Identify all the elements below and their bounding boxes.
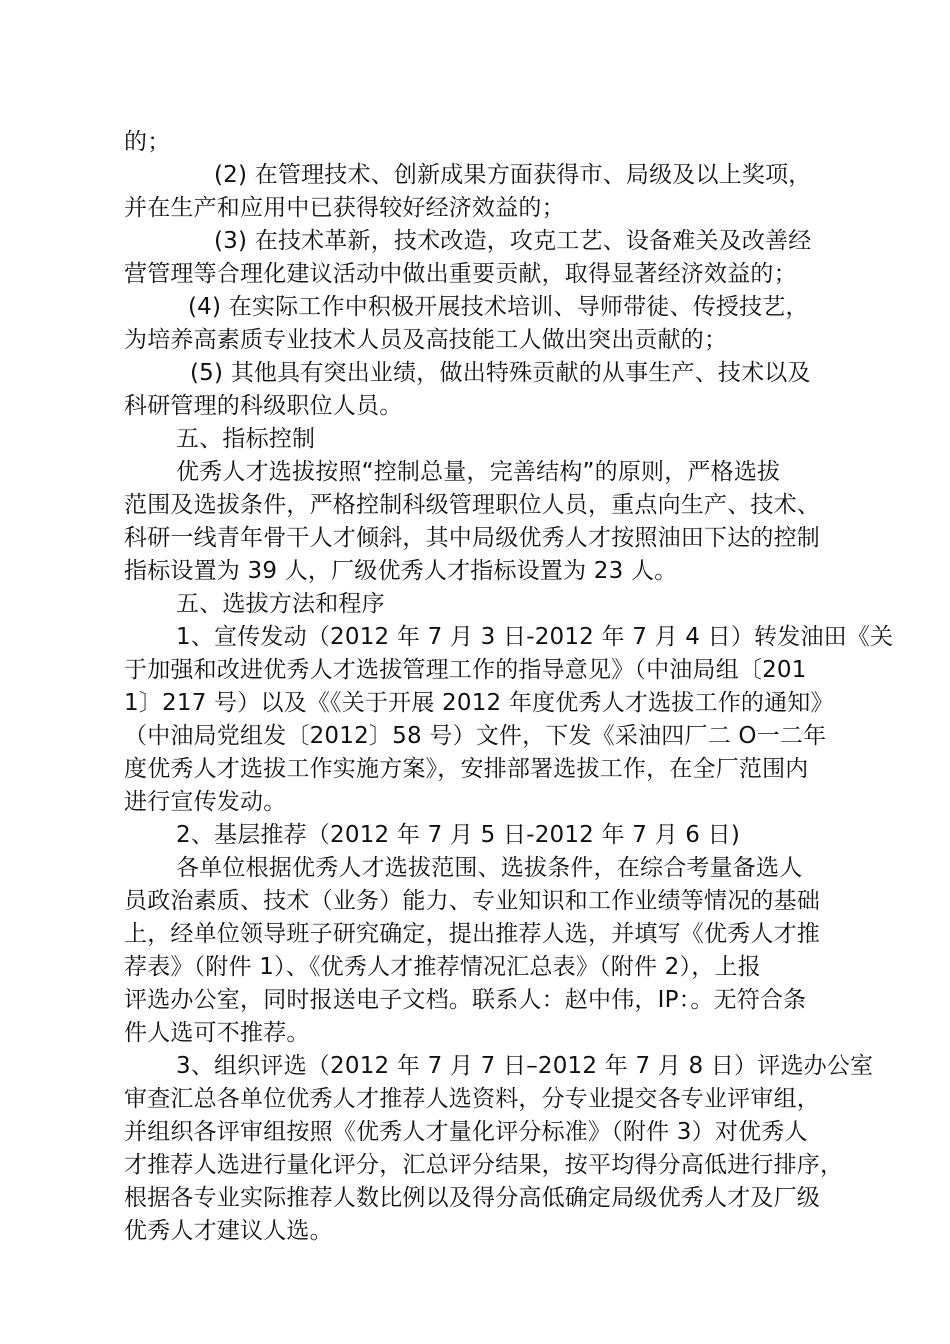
text-line: 度优秀人才选拔工作实施方案》，安排部署选拔工作，在全厂范围内 (124, 756, 809, 782)
text-line: 荐表》（附件 1）、《优秀人才推荐情况汇总表》（附件 2），上报 (124, 954, 761, 980)
text-line: (4) 在实际工作中积极开展技术培训、导师带徒、传授技艺， (188, 294, 809, 320)
text-line: 1、宣传发动（2012 年 7 月 3 日-2012 年 7 月 4 日）转发油田《关 (176, 624, 894, 650)
text-line: (3) 在技术革新，技术改造，攻克工艺、设备难关及改善经 (214, 228, 812, 254)
text-line: 科研一线青年骨干人才倾斜，其中局级优秀人才按照油田下达的控制 (124, 525, 820, 551)
text-line: 优秀人才选拔按照“控制总量，完善结构”的原则，严格选拔 (176, 459, 781, 485)
text-line: 的； (124, 129, 171, 155)
section-heading: 五、选拔方法和程序 (176, 591, 385, 617)
text-line: 上，经单位领导班子研究确定，提出推荐人选，并填写《优秀人才推 (124, 921, 820, 947)
text-line: 并组织各评审组按照《优秀人才量化评分标准》（附件 3）对优秀人 (124, 1119, 808, 1145)
text-line: 件人选可不推荐。 (124, 1020, 310, 1046)
text-line: 员政治素质、技术（业务）能力、专业知识和工作业绩等情况的基础 (124, 888, 820, 914)
text-line: 为培养高素质专业技术人员及高技能工人做出突出贡献的； (124, 327, 728, 353)
text-line: 根据各专业实际推荐人数比例以及得分高低确定局级优秀人才及厂级 (124, 1185, 820, 1211)
text-line: 各单位根据优秀人才选拔范围、选拔条件，在综合考量备选人 (176, 855, 803, 881)
section-heading: 五、指标控制 (176, 426, 316, 452)
text-line: 3、组织评选（2012 年 7 月 7 日–2012 年 7 月 8 日）评选办公室 (176, 1053, 874, 1079)
text-line: 指标设置为 39 人，厂级优秀人才指标设置为 23 人。 (124, 558, 678, 584)
text-line: （中油局党组发〔2012〕58 号）文件，下发《采油四厂二 O一二年 (124, 723, 827, 749)
text-line: 优秀人才建议人选。 (124, 1218, 333, 1244)
text-line: (5) 其他具有突出业绩，做出特殊贡献的从事生产、技术以及 (190, 360, 811, 386)
text-line: 评选办公室，同时报送电子文档。联系人：赵中伟，IP：。无符合条 (124, 987, 807, 1013)
text-line: 才推荐人选进行量化评分，汇总评分结果，按平均得分高低进行排序， (124, 1152, 844, 1178)
text-line: 范围及选拔条件，严格控制科级管理职位人员，重点向生产、技术、 (124, 492, 820, 518)
text-line: 于加强和改进优秀人才选拔管理工作的指导意见》（中油局组〔201 (124, 657, 807, 683)
text-line: 审查汇总各单位优秀人才推荐人选资料，分专业提交各专业评审组， (124, 1086, 820, 1112)
text-line: 科研管理的科级职位人员。 (124, 393, 403, 419)
text-line: 营管理等合理化建议活动中做出重要贡献，取得显著经济效益的； (124, 261, 797, 287)
text-line: 并在生产和应用中已获得较好经济效益的； (124, 195, 565, 221)
text-line: 1〕217 号）以及《《关于开展 2012 年度优秀人才选拔工作的通知》 (124, 690, 834, 716)
text-line: 2、基层推荐（2012 年 7 月 5 日-2012 年 7 月 6 日) (176, 822, 741, 848)
text-line: 进行宣传发动。 (124, 789, 287, 815)
text-line: (2) 在管理技术、创新成果方面获得市、局级及以上奖项， (214, 162, 812, 188)
